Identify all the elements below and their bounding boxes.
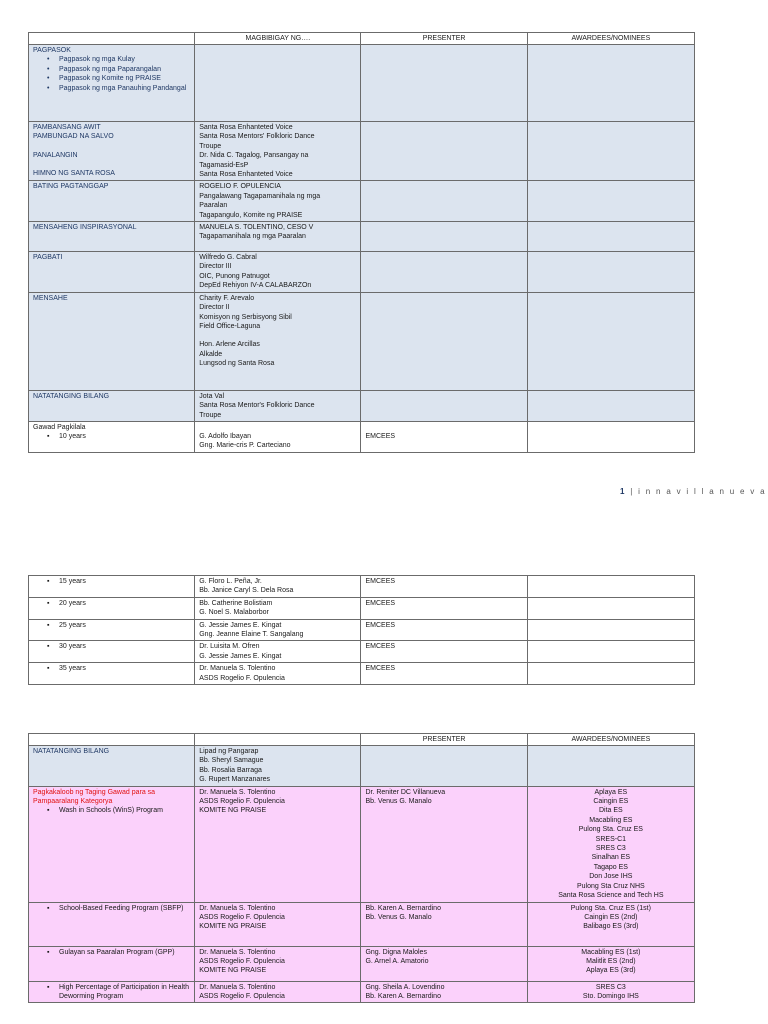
giver-line: Tagapamanihala ng mga Paaralan xyxy=(199,233,306,241)
header-cell: MAGBIBIGAY NG…. xyxy=(195,33,361,45)
section-label: PANALANGIN xyxy=(33,151,78,159)
presenter-cell: EMCEES xyxy=(365,643,396,651)
awardee: Caingin ES (2nd) xyxy=(584,913,638,921)
table-row xyxy=(29,981,695,1003)
list-item: • Pagpasok ng mga Paparangalan xyxy=(33,65,190,74)
giver-line: Hon. Arlene Arcillas xyxy=(199,341,260,349)
awardee: Pulong Sta. Cruz ES (1st) xyxy=(570,904,651,912)
giver-line: Bb. Catherine Bolistiam xyxy=(199,599,273,607)
list-item: ▪ Gulayan sa Paaralan Program (GPP) xyxy=(33,948,190,957)
giver-line: Santa Rosa Enhanteted Voice xyxy=(199,171,293,179)
awardee: Macabling ES (1st) xyxy=(581,948,641,956)
presenter-line: Bb. Venus G. Manalo xyxy=(365,798,432,806)
table-row xyxy=(29,181,695,222)
awardee: Malitlit ES (2nd) xyxy=(586,957,636,965)
giver-line: Wilfredo G. Cabral xyxy=(199,254,257,262)
awardee: Don Jose IHS xyxy=(589,873,633,881)
program-table-page2 xyxy=(28,575,695,685)
header-cell xyxy=(29,734,195,746)
giver-line: ROGELIO F. OPULENCIA xyxy=(199,183,281,191)
section-label: NATATANGING BILANG xyxy=(33,392,110,400)
giver-line: ASDS Rogelio F. Opulencia xyxy=(199,957,285,965)
presenter-line: Gng. Sheila A. Lovendino xyxy=(365,983,445,991)
giver-line: Dr. Manuela S. Tolentino xyxy=(199,904,276,912)
section-label: BATING PAGTANGGAP xyxy=(33,183,109,191)
header-cell xyxy=(29,33,195,45)
presenter-line: Bb. Karen A. Bernardino xyxy=(365,904,441,912)
list-item: • Pagpasok ng mga Kulay xyxy=(33,55,190,64)
presenter-line: Gng. Digna Maloles xyxy=(365,948,427,956)
awardee: Aplaya ES xyxy=(594,788,628,796)
table-row xyxy=(29,252,695,293)
section-label: PAGPASOK xyxy=(33,47,71,54)
giver-line: Komisyon ng Serbisyong Sibil xyxy=(199,313,292,321)
presenter-cell: EMCEES xyxy=(365,432,396,440)
table-row xyxy=(29,45,695,122)
table-header-row xyxy=(29,734,695,746)
list-item: ▪ Wash in Schools (WinS) Program xyxy=(33,806,190,815)
awardee: Pulong Sta. Cruz ES xyxy=(578,826,643,834)
giver-line: Santa Rosa Enhanteted Voice xyxy=(199,124,293,131)
giver-line: Dr. Manuela S. Tolentino xyxy=(199,665,276,673)
header-cell: PRESENTER xyxy=(361,33,527,45)
giver-line: Dr. Manuela S. Tolentino xyxy=(199,948,276,956)
table-row xyxy=(29,641,695,663)
giver-line: Tagamasid-EsP xyxy=(199,161,249,169)
awardee: Pulong Sta Cruz NHS xyxy=(577,882,645,890)
giver-line: KOMITE NG PRAISE xyxy=(199,923,267,931)
page-footer xyxy=(620,487,766,496)
table-row xyxy=(29,619,695,641)
giver-line: G. Adolfo Ibayan xyxy=(199,432,251,440)
list-item: ▪ 35 years xyxy=(33,664,190,673)
giver-line: Bb. Sheryl Samague xyxy=(199,757,264,765)
awardee: Tagapo ES xyxy=(593,863,628,871)
table-row xyxy=(29,663,695,685)
awardee: Santa Rosa Science and Tech HS xyxy=(558,892,664,900)
section-label: PAGBATI xyxy=(33,254,63,262)
giver-line: Jota Val xyxy=(199,392,225,400)
header-cell xyxy=(195,734,361,746)
section-label: HIMNO NG SANTA ROSA xyxy=(33,170,115,178)
table-row xyxy=(29,902,695,946)
giver-line: G. Jessie James E. Kingat xyxy=(199,621,282,629)
awardee: Sinalhan ES xyxy=(591,854,631,862)
awardee: Caingin ES xyxy=(593,798,629,806)
table-row xyxy=(29,576,695,598)
giver-line: MANUELA S. TOLENTINO, CESO V xyxy=(199,224,314,232)
giver-line: Director III xyxy=(199,263,232,271)
presenter-cell: EMCEES xyxy=(365,665,396,673)
giver-line: Santa Rosa Mentors' Folkloric Dance xyxy=(199,133,315,141)
giver-line: Lipad ng Pangarap xyxy=(199,748,259,755)
giver-line: ASDS Rogelio F. Opulencia xyxy=(199,798,285,806)
section-label: NATATANGING BILANG xyxy=(33,748,110,755)
table-row xyxy=(29,292,695,390)
presenter-cell: EMCEES xyxy=(365,578,396,585)
presenter-line: Dr. Reniter DC Villanueva xyxy=(365,788,446,796)
giver-line: ASDS Rogelio F. Opulencia xyxy=(199,913,285,921)
giver-line: Bb. Janice Caryl S. Dela Rosa xyxy=(199,587,294,595)
giver-line: DepEd Rehiyon IV-A CALABARZOn xyxy=(199,282,312,290)
awardee: Sto. Domingo IHS xyxy=(582,992,639,1000)
list-item: ▪ 20 years xyxy=(33,599,190,608)
program-table-page3 xyxy=(28,733,695,1003)
list-item: • Pagpasok ng mga Panauhing Pandangal xyxy=(33,84,190,93)
awardee: Aplaya ES (3rd) xyxy=(586,967,636,975)
table-row xyxy=(29,786,695,902)
giver-line: Charity F. Arevalo xyxy=(199,294,255,302)
table-row xyxy=(29,222,695,252)
page-number: 1 xyxy=(620,487,627,496)
list-item: ▪ 10 years xyxy=(33,432,190,441)
giver-line: Alkalde xyxy=(199,350,223,358)
table-row xyxy=(29,421,695,452)
list-item: ▪ 30 years xyxy=(33,642,190,651)
category-heading: Pagkakaloob ng Taging Gawad para sa Pampaaralang Kategorya xyxy=(33,788,156,806)
giver-line: Dr. Manuela S. Tolentino xyxy=(199,983,276,991)
section-label: PAMBUNGAD NA SALVO xyxy=(33,133,114,141)
table-row xyxy=(29,122,695,181)
program-table-page1 xyxy=(28,32,695,453)
giver-line: Gng. Marie-cris P. Carteciano xyxy=(199,442,291,450)
giver-line: Director II xyxy=(199,304,230,312)
giver-line: G. Floro L. Peña, Jr. xyxy=(199,578,262,585)
giver-line: Pangalawang Tagapamanihala ng mga xyxy=(199,192,321,200)
giver-line: Troupe xyxy=(199,411,222,419)
header-cell: AWARDEES/NOMINEES xyxy=(527,734,694,746)
table-header-row xyxy=(29,33,695,45)
list-item: ▪ School-Based Feeding Program (SBFP) xyxy=(33,904,190,913)
section-label: PAMBANSANG AWIT xyxy=(33,124,101,131)
awardee: Balibago ES (3rd) xyxy=(583,923,639,931)
footer-author: | i n n a v i l l a n u e v a xyxy=(630,487,767,496)
giver-line: ASDS Rogelio F. Opulencia xyxy=(199,674,285,682)
awardee: Dita ES xyxy=(598,807,623,815)
giver-line: Dr. Manuela S. Tolentino xyxy=(199,788,276,796)
giver-line: G. Jessie James E. Kingat xyxy=(199,652,282,660)
giver-line: Bb. Rosalia Barraga xyxy=(199,766,262,774)
presenter-line: Bb. Venus G. Manalo xyxy=(365,913,432,921)
presenter-line: Bb. Karen A. Bernardino xyxy=(365,992,441,1000)
table-row xyxy=(29,746,695,787)
header-cell: AWARDEES/NOMINEES xyxy=(527,33,694,45)
giver-line: G. Noel S. Malaborbor xyxy=(199,609,269,617)
giver-line: KOMITE NG PRAISE xyxy=(199,967,267,975)
list-item: ▪ High Percentage of Participation in Health Deworming Program xyxy=(33,983,190,1002)
giver-line: ASDS Rogelio F. Opulencia xyxy=(199,992,285,1000)
header-cell: PRESENTER xyxy=(361,734,527,746)
giver-line: Tagapangulo, Komite ng PRAISE xyxy=(199,211,303,219)
list-item: ▪ 15 years xyxy=(33,577,190,586)
table-row xyxy=(29,597,695,619)
list-item: ▪ 25 years xyxy=(33,621,190,630)
section-label: MENSAHE xyxy=(33,294,68,302)
giver-line: Paaralan xyxy=(199,202,228,210)
awardee: SRES C3 xyxy=(595,983,626,991)
giver-line: KOMITE NG PRAISE xyxy=(199,807,267,815)
table-row xyxy=(29,946,695,981)
giver-line: Gng. Jeanne Elaine T. Sangalang xyxy=(199,631,304,639)
list-item: • Pagpasok ng Komite ng PRAISE xyxy=(33,74,190,83)
presenter-line: G. Arnel A. Amatorio xyxy=(365,957,429,965)
pagpasok-list xyxy=(33,55,190,93)
giver-line: Troupe xyxy=(199,142,222,150)
awardee: SRES-C1 xyxy=(595,835,627,843)
giver-line: OIC, Punong Patnugot xyxy=(199,272,270,280)
table-row xyxy=(29,390,695,421)
giver-line: Dr. Nida C. Tagalog, Pansangay na xyxy=(199,152,309,160)
giver-line: Santa Rosa Mentor's Folkloric Dance xyxy=(199,402,315,410)
section-label: MENSAHENG INSPIRASYONAL xyxy=(33,224,137,232)
section-label: Gawad Pagkilala xyxy=(33,423,86,431)
awardee: Macabling ES xyxy=(589,816,633,824)
giver-line: Dr. Luisita M. Ofren xyxy=(199,643,260,651)
presenter-cell: EMCEES xyxy=(365,621,396,629)
giver-line: Lungsod ng Santa Rosa xyxy=(199,360,275,368)
awardee: SRES C3 xyxy=(595,845,626,853)
presenter-cell: EMCEES xyxy=(365,599,396,607)
giver-line: G. Rupert Manzanares xyxy=(199,776,271,784)
giver-line: Field Office-Laguna xyxy=(199,322,261,330)
